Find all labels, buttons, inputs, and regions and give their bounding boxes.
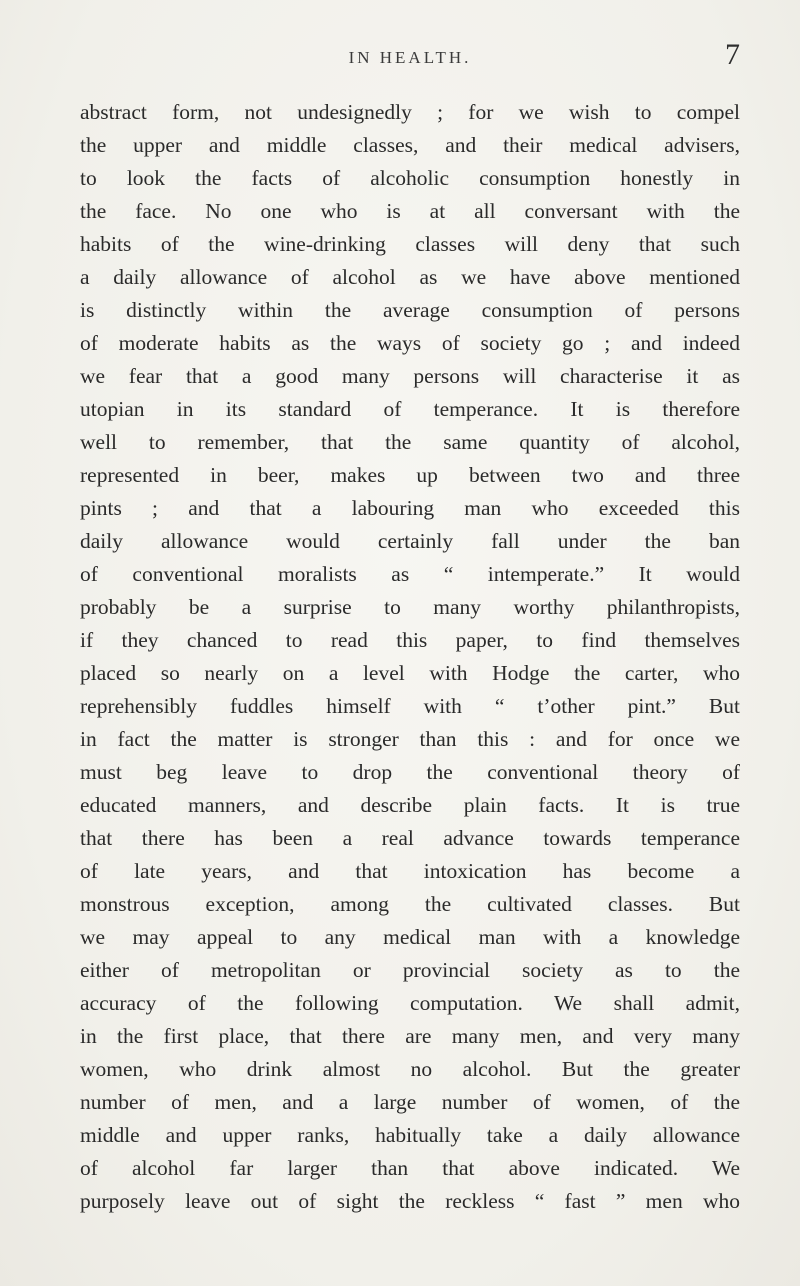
text-line: in fact the matter is stronger than this : and for once we <box>80 727 740 751</box>
text-line: of moderate habits as the ways of society go ; and indeed <box>80 331 740 355</box>
text-line: we may appeal to any medical man with a knowledge <box>80 925 740 949</box>
text-line: pints ; and that a labouring man who exceeded this <box>80 496 740 520</box>
text-line: utopian in its standard of temperance. It is therefore <box>80 397 740 421</box>
text-line: we fear that a good many persons will characterise it as <box>80 364 740 388</box>
text-line: must beg leave to drop the conventional theory of <box>80 760 740 784</box>
text-line: purposely leave out of sight the reckless “ fast ” men who <box>80 1189 740 1213</box>
text-line: educated manners, and describe plain facts. It is true <box>80 793 740 817</box>
text-line: of alcohol far larger than that above indicated. We <box>80 1156 740 1180</box>
text-line: the upper and middle classes, and their medical advisers, <box>80 133 740 157</box>
text-line: accuracy of the following computation. We shall admit, <box>80 991 740 1015</box>
text-line: placed so nearly on a level with Hodge the carter, who <box>80 661 740 685</box>
text-line: abstract form, not undesignedly ; for we wish to compel <box>80 100 740 124</box>
body-text <box>80 96 740 1218</box>
text-line: that there has been a real advance towards temperance <box>80 826 740 850</box>
text-line: reprehensibly fuddles himself with “ t’other pint.” But <box>80 694 740 718</box>
text-line: women, who drink almost no alcohol. But the greater <box>80 1057 740 1081</box>
running-head: IN HEALTH. <box>348 48 472 67</box>
text-line: number of men, and a large number of women, of the <box>80 1090 740 1114</box>
text-line: a daily allowance of alcohol as we have above mentioned <box>80 265 740 289</box>
text-line: of late years, and that intoxication has become a <box>80 859 740 883</box>
text-line: the face. No one who is at all conversant with the <box>80 199 740 223</box>
text-line: habits of the wine-drinking classes will deny that such <box>80 232 740 256</box>
text-line: monstrous exception, among the cultivated classes. But <box>80 892 740 916</box>
text-line: daily allowance would certainly fall under the ban <box>80 529 740 553</box>
text-line: is distinctly within the average consumption of persons <box>80 298 740 322</box>
text-line: middle and upper ranks, habitually take a daily allowance <box>80 1123 740 1147</box>
text-line: of conventional moralists as “ intemperate.” It would <box>80 562 740 586</box>
text-line: represented in beer, makes up between two and three <box>80 463 740 487</box>
text-line: probably be a surprise to many worthy philanthropists, <box>80 595 740 619</box>
text-line: either of metropolitan or provincial society as to the <box>80 958 740 982</box>
page-header <box>80 38 740 84</box>
text-line: to look the facts of alcoholic consumption honestly in <box>80 166 740 190</box>
text-line: well to remember, that the same quantity of alcohol, <box>80 430 740 454</box>
page-number: 7 <box>725 38 740 71</box>
text-line: if they chanced to read this paper, to find themselves <box>80 628 740 652</box>
text-line: in the first place, that there are many men, and very many <box>80 1024 740 1048</box>
